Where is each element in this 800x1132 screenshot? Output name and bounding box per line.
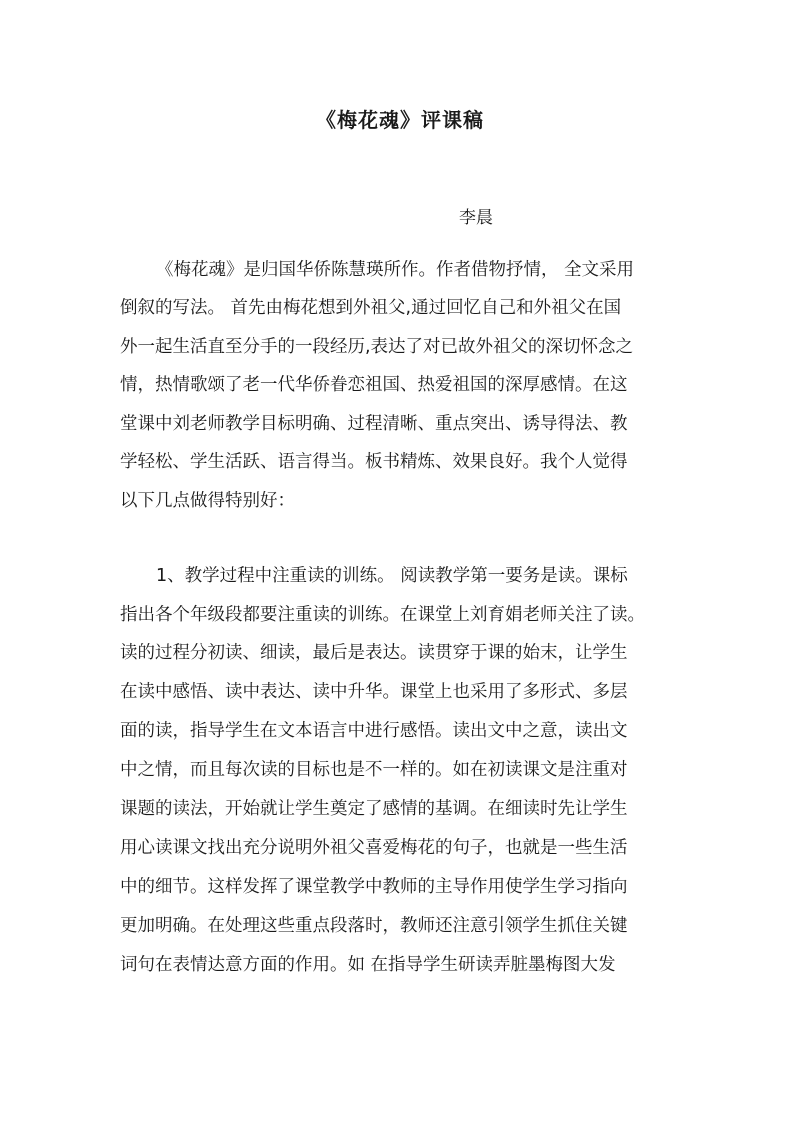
paragraph-line: 在读中感悟、读中表达、读中升华。课堂上也采用了多形式、多层 (120, 682, 628, 702)
paragraph-line: 《梅花魂》是归国华侨陈慧瑛所作。作者借物抒情， 全文采用 (156, 260, 635, 280)
paragraph-line: 1、教学过程中注重读的训练。 阅读教学第一要务是读。课标 (156, 566, 628, 586)
paragraph-line: 情，热情歌颂了老一代华侨眷恋祖国、热爱祖国的深厚感情。在这 (120, 375, 628, 395)
paragraph-line: 中之情，而且每次读的目标也是不一样的。如在初读课文是注重对 (120, 760, 628, 780)
paragraph-line: 学轻松、学生活跃、语言得当。板书精炼、效果良好。我个人觉得 (120, 452, 628, 472)
paragraph-line: 中的细节。这样发挥了课堂教学中教师的主导作用使学生学习指向 (120, 877, 628, 897)
paragraph-line: 以下几点做得特别好： (120, 491, 295, 511)
paragraph-line: 读的过程分初读、细读，最后是表达。读贯穿于课的始末，让学生 (120, 643, 628, 663)
paragraph-line: 用心读课文找出充分说明外祖父喜爱梅花的句子，也就是一些生活 (120, 838, 628, 858)
paragraph-line: 更加明确。在处理这些重点段落时，教师还注意引领学生抓住关键 (120, 916, 628, 936)
document-title: 《梅花魂》评课稿 (316, 108, 484, 132)
paragraph-line: 课题的读法，开始就让学生奠定了感情的基调。在细读时先让学生 (120, 799, 628, 819)
paragraph-line: 词句在表情达意方面的作用。如 在指导学生研读弄脏墨梅图大发 (120, 955, 616, 975)
paragraph-line: 指出各个年级段都要注重读的训练。在课堂上刘育娟老师关注了读。 (120, 605, 645, 625)
paragraph-line: 外一起生活直至分手的一段经历,表达了对已故外祖父的深切怀念之 (120, 337, 634, 357)
paragraph-line: 堂课中刘老师教学目标明确、过程清晰、重点突出、诱导得法、教 (120, 414, 628, 434)
document-author: 李晨 (459, 208, 493, 228)
paragraph-line: 倒叙的写法。 首先由梅花想到外祖父,通过回忆自己和外祖父在国 (120, 298, 622, 318)
paragraph-line: 面的读，指导学生在文本语言中进行感悟。读出文中之意，读出文 (120, 721, 628, 741)
